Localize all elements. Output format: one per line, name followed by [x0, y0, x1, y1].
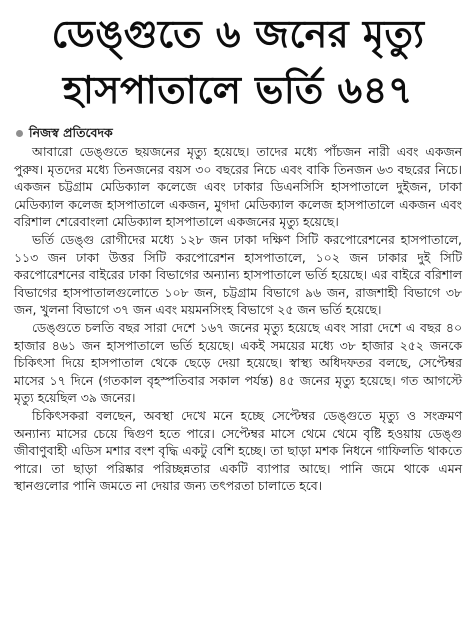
paragraph-3: ডেঙ্গুতে চলতি বছর সারা দেশে ১৬৭ জনের মৃত্যু হয়েছে এবং সারা দেশে এ বছর ৪০ হাজার ৪৬১ জন হাসপাতালে ভর্তি হয়েছে। একই সময়ের মধ্যে ৩৮ হাজার ২৫২ জনকে চিকিৎসা দিয়ে হাসপাতাল থেকে ছেড়ে দেয়া হয়েছে। স্বাস্থ্য অধিদফতর বলছে, সেপ্টেম্বর মাসের ১৭ দিনে (গতকাল বৃহস্পতিবার সকাল পর্যন্ত) ৪৫ জনের মৃত্যু হয়েছে। গত আগস্টে মৃত্যু হয়েছিল ৩৯ জনের। — [14, 319, 462, 406]
headline-line-2: হাসপাতালে ভর্তি ৬৪৭ — [62, 68, 414, 112]
byline — [14, 124, 462, 142]
paragraph-2: ভর্তি ডেঙ্গু রোগীদের মধ্যে ১২৮ জন ঢাকা দক্ষিণ সিটি করপোরেশনের হাসপাতালে, ১১৩ জন ঢাকা উত্তর সিটি করপোরেশন হাসপাতালে, ১০২ জন ঢাকার দুই সিটি করপোরেশনের বাইরের ঢাকা বিভাগের অন্যান্য হাসপাতালে ভর্তি হয়েছে। এর বাইরে বরিশাল বিভাগের হাসপাতালগুলোতে ১০৮ জন, চট্টগ্রাম বিভাগে ৯৬ জন, রাজশাহী বিভাগে ৩৮ জন, খুলনা বিভাগে ৩৭ জন এবং ময়মনসিংহ বিভাগে ২৫ জন ভর্তি হয়েছে। — [14, 231, 462, 318]
headline — [14, 6, 462, 118]
headline-line-1: ডেঙ্গুতে ৬ জনের মৃত্যু — [51, 12, 425, 56]
paragraph-4: চিকিৎসকরা বলছেন, অবস্থা দেখে মনে হচ্ছে সেপ্টেম্বর ডেঙ্গুতে মৃত্যু ও সংক্রমণ অন্যান্য মাসের চেয়ে দ্বিগুণ হতে পারে। সেপ্টেম্বর মাসে থেমে থেমে বৃষ্টি হওয়ায় ডেঙ্গু জীবাণুবাহী এডিস মশার বংশ বৃদ্ধি একটু বেশি হচ্ছে। তা ছাড়া মশক নিধনে গাফিলতি থাকতে পারে। তা ছাড়া পরিষ্কার পরিচ্ছন্নতার একটি ব্যাপার আছে। পানি জমে থাকে এমন স্থানগুলোর পানি জমতে না দেয়ার জন্য তৎপরতা চালাতে হবে। — [14, 407, 462, 494]
paragraph-1: আবারো ডেঙ্গুতে ছয়জনের মৃত্যু হয়েছে। তাদের মধ্যে পাঁচজন নারী এবং একজন পুরুষ। মৃতদের মধ্যে তিনজনের বয়স ৩০ বছরের নিচে এবং বাকি তিনজন ৬৩ বছরের নিচে। একজন চট্টগ্রাম মেডিক্যাল কলেজে এবং ঢাকার ডিএনসিসি হাসপাতালে দুইজন, ঢাকা মেডিক্যাল কলেজ হাসপাতালে একজন, মুগদা মেডিক্যাল কলেজ হাসপাতালে একজন এবং বরিশাল শেরেবাংলা মেডিক্যাল হাসপাতালে একজনের মৃত্যু হয়েছে। — [14, 144, 462, 230]
article-body — [14, 143, 462, 495]
bullet-icon — [16, 130, 23, 137]
byline-text: নিজস্ব প্রতিবেদক — [29, 125, 113, 140]
